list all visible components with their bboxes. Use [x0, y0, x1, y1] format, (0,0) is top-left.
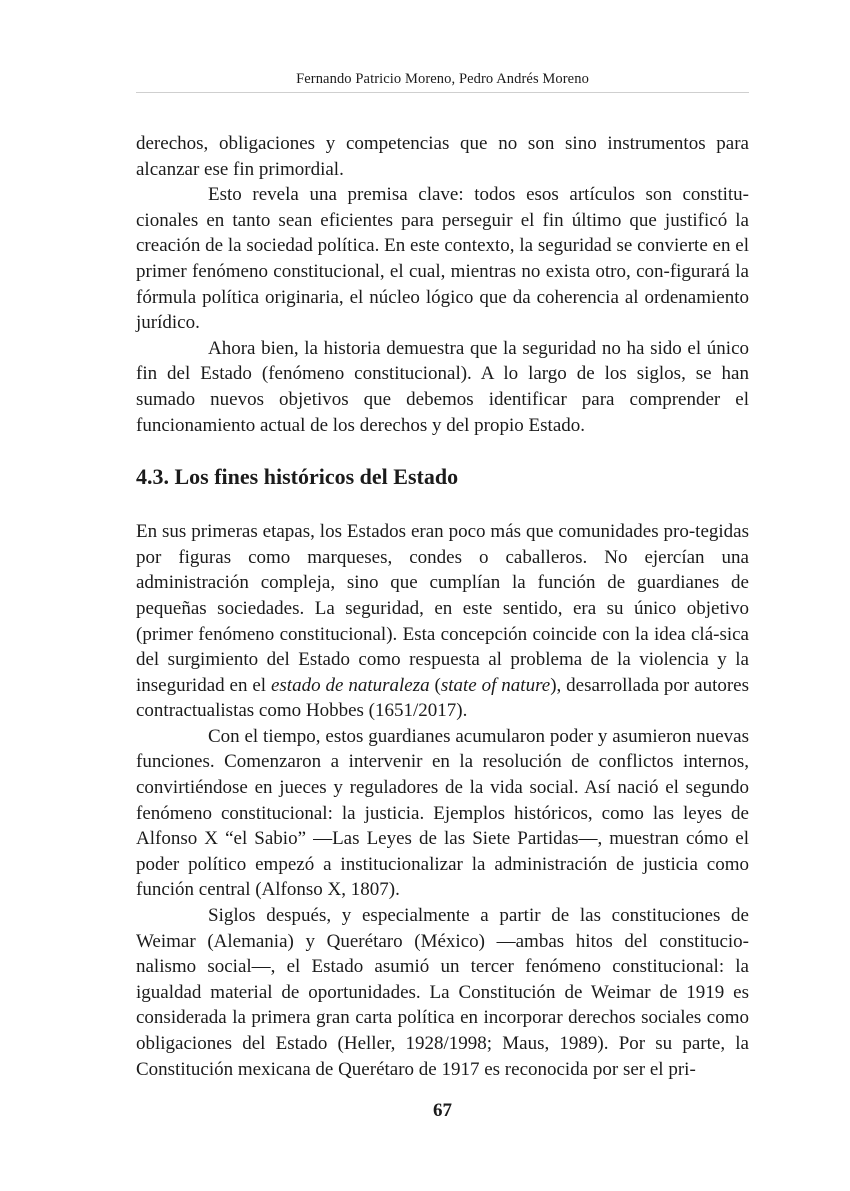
italic-term-estado-de-naturaleza: estado de naturaleza [270, 674, 430, 696]
paragraph-4 [136, 519, 749, 724]
paragraph-3: Ahora bien, la historia demuestra que la seguridad no ha sido el único fin del Estado (fenómeno constitucional). A lo largo de los siglos, se han sumado nuevos objetivos que debemos identificar para comprender el funcionamiento actual de los derechos y del propio Estado. [136, 337, 749, 436]
paragraph-6: Siglos después, y especialmente a partir de las constituciones de Weimar (Alemania) y Querétaro (México) —ambas hitos del constitucio-nalismo social—, el Estado asumió un tercer fenómeno constitucional: la igualdad material de oportunidades. La Constitución de Weimar de 1919 es considerada la primera gran carta política en incorporar derechos sociales como obligaciones del Estado (Heller, 1928/1998; Maus, 1989). Por su parte, la Constitución mexicana de Querétaro de 1917 es reconocida por ser el pri- [136, 905, 749, 1080]
paragraph-4-text-a: En sus primeras etapas, los Estados eran poco más que comunidades pro-tegidas por figuras como marqueses, condes o caballeros. No ejercían una administración compleja, sino que cumplían la función de guardianes de pequeñas sociedades. La seguridad, en este sentido, era su único objetivo (primer fenómeno constitucional). Esta concepción coincide con la idea clá-sica del surgimiento del Estado como respuesta al problema de la violencia y la inseguridad en el [136, 521, 749, 696]
italic-term-state-of-nature: state of nature [440, 674, 551, 696]
page-number: 67 [433, 1100, 452, 1121]
paragraph-1: derechos, obligaciones y competencias que no son sino instrumentos para alcanzar ese fin primordial. [136, 133, 749, 180]
paragraph-4-text-c: ), desarrollada por autores contractualistas como Hobbes (1651/2017). [136, 674, 750, 722]
paragraph-5: Con el tiempo, estos guardianes acumularon poder y asumieron nuevas funciones. Comenzaron a intervenir en la resolución de conflictos internos, convirtiéndose en jueces y reguladores de la vida social. Así nació el segundo fenómeno constitucional: la justicia. Ejemplos históricos, como las leyes de Alfonso X “el Sabio” —Las Leyes de las Siete Partidas—, muestran cómo el poder político empezó a institucionalizar la administración de justicia como función central (Alfonso X, 1807). [136, 725, 749, 901]
paragraph-2: Esto revela una premisa clave: todos esos artículos son constitu-cionales en tanto sean eficientes para perseguir el fin último que justificó la creación de la sociedad política. En este contexto, la seguridad se convierte en el primer fenómeno constitucional, el cual, mientras no exista otro, con-figurará la fórmula política originaria, el núcleo lógico que da coherencia al ordenamiento jurídico. [136, 184, 749, 334]
paragraph-4-text-b: ( [429, 674, 441, 696]
body-text [136, 131, 749, 1082]
header-rule [136, 92, 749, 93]
running-head: Fernando Patricio Moreno, Pedro Andrés Moreno [296, 71, 589, 87]
section-heading: 4.3. Los fines históricos del Estado [136, 464, 459, 490]
